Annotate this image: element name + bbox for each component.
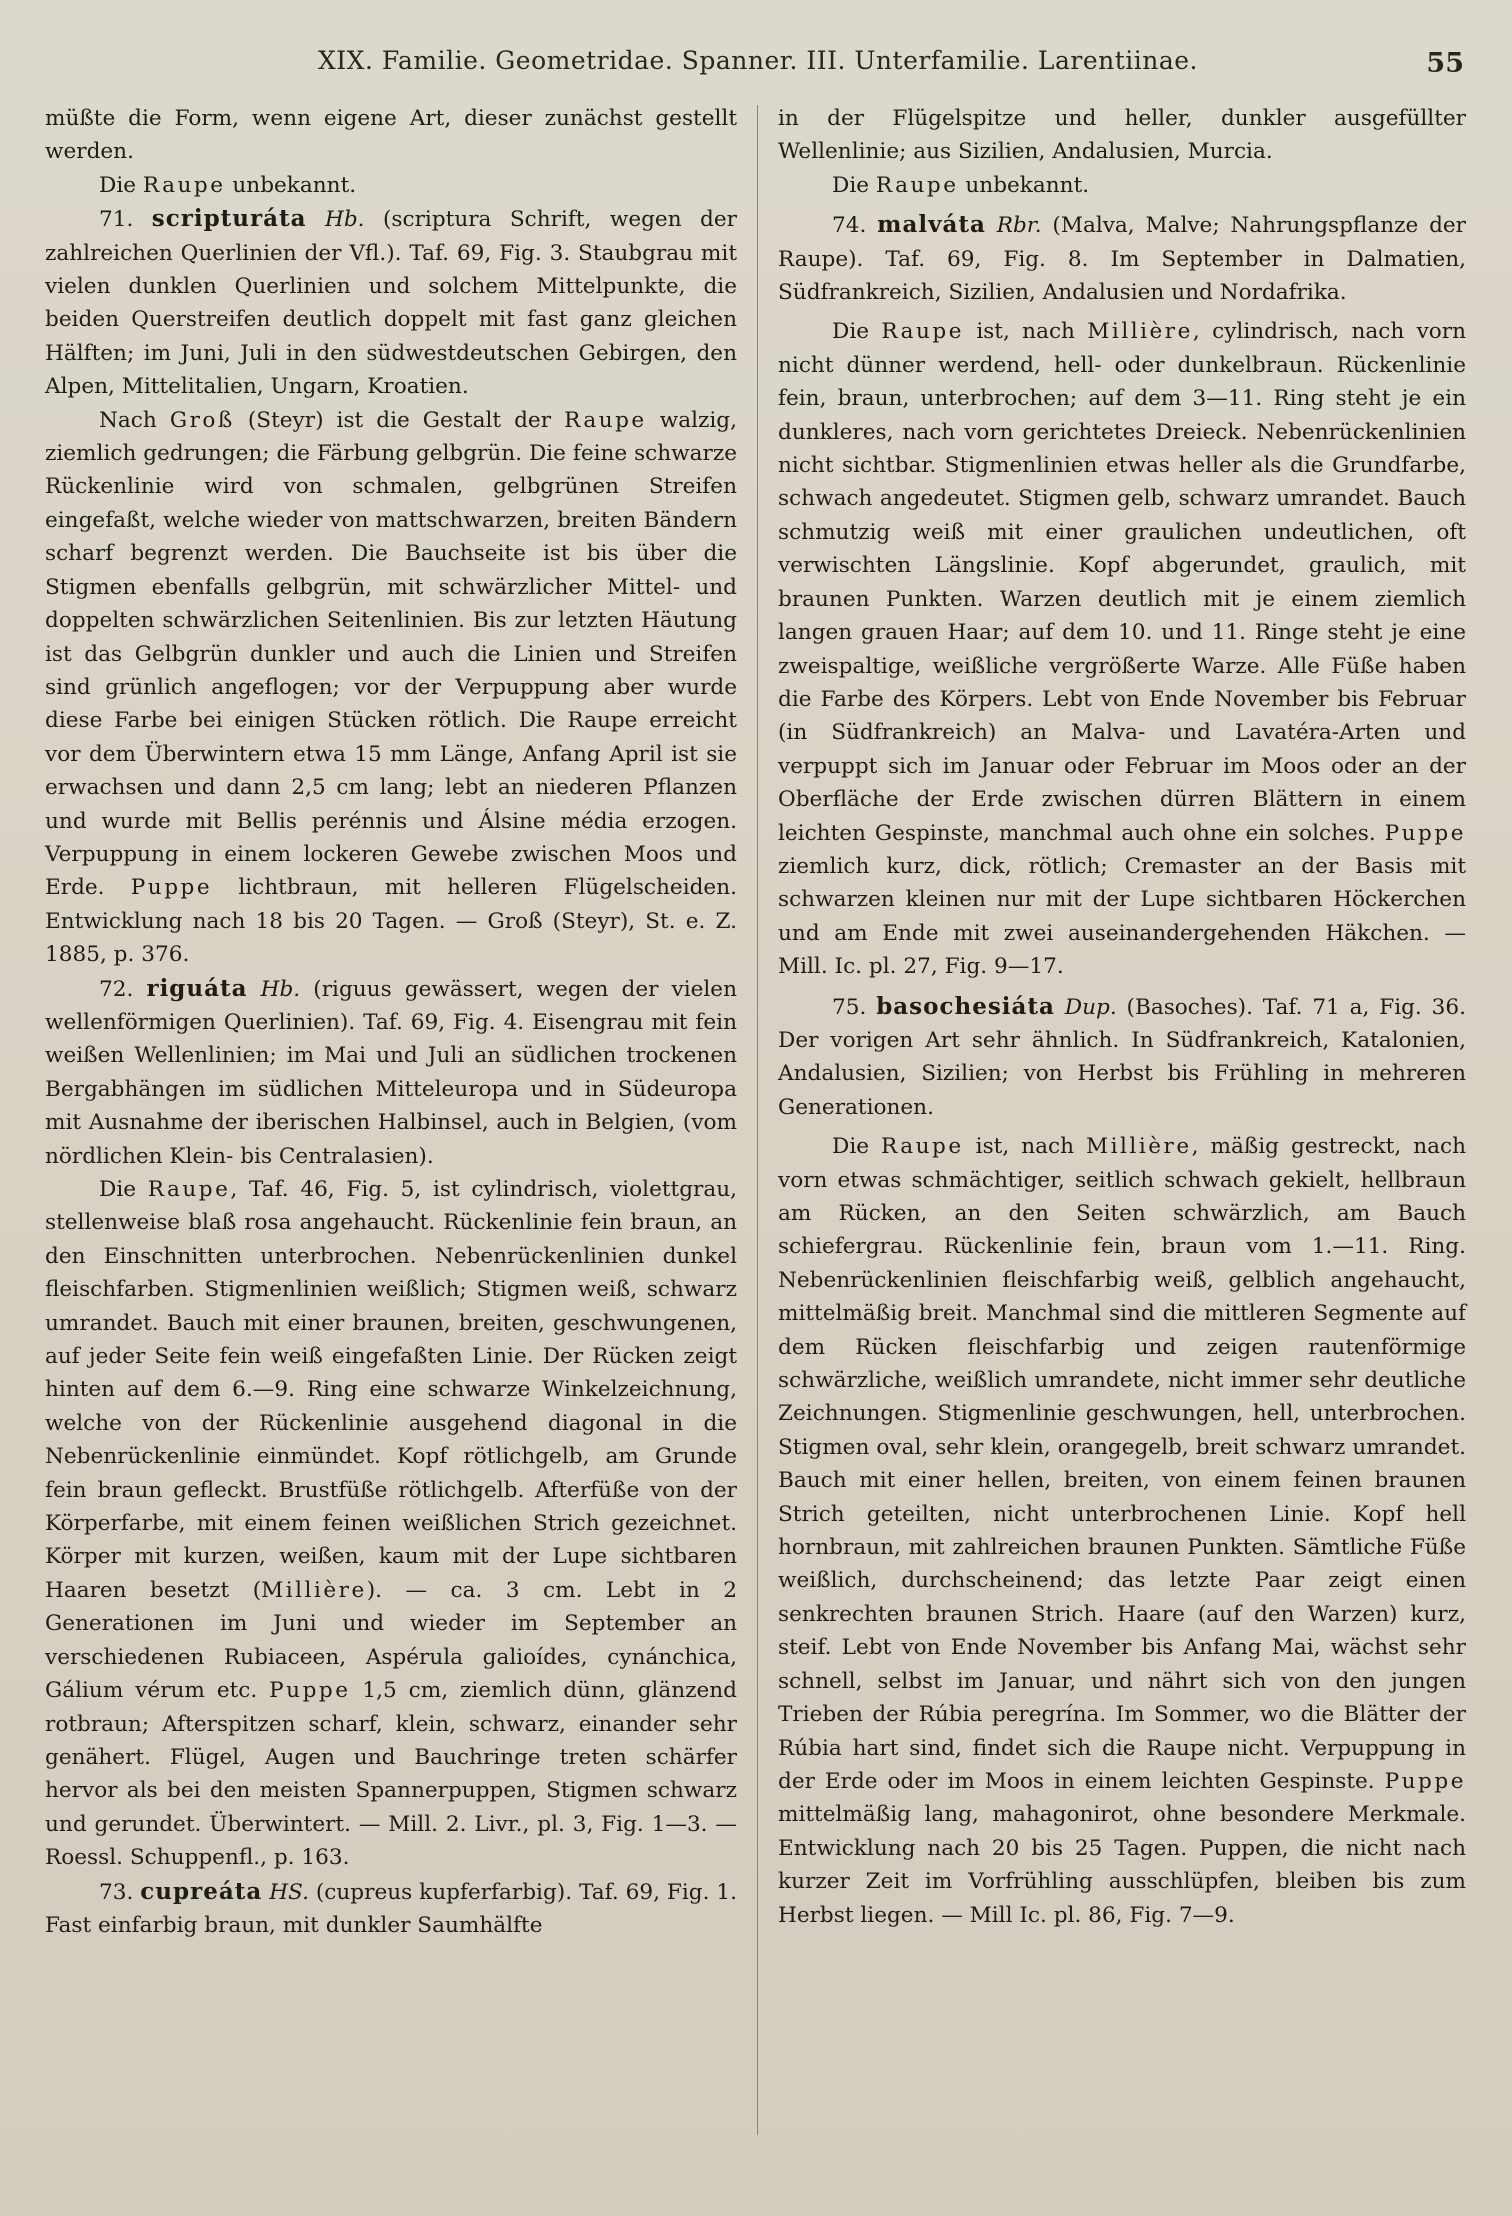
species-author: Hb. — [260, 976, 301, 1002]
species-73-entry — [45, 1875, 737, 1943]
species-number: 72. — [99, 976, 134, 1002]
species-author: Rbr. — [996, 213, 1042, 239]
running-head: XIX. Familie. Geometridae. Spanner. III. Unterfamilie. Larentiinae. — [318, 46, 1198, 75]
page-number: 55 — [1426, 48, 1464, 79]
species-name: scripturáta — [151, 205, 307, 233]
right-column — [778, 102, 1466, 1932]
species-name: cupreáta — [140, 1877, 263, 1905]
species-author: Hb. — [325, 207, 365, 233]
species-author: HS. — [269, 1879, 309, 1905]
species-74-entry — [778, 208, 1466, 309]
species-number: 73. — [99, 1879, 134, 1905]
species-name: malváta — [877, 211, 986, 239]
puppe-term: Puppe — [1384, 1768, 1466, 1794]
raupe-unknown-paragraph: Die Raupe unbekannt. — [832, 172, 1090, 198]
species-description: (riguus gewässert, wegen der vielen wellenförmigen Querlinien). Taf. 69, Fig. 4. Eisengrau mit fein weißen Wellenlinien; im Mai und Juli an südlichen trockenen Bergabhängen im südlichen Mitteleuropa und in Südeuropa mit Ausnahme der iberischen Halbinsel, auch in Belgien, (vom nördlichen Klein- bis Centralasien). — [45, 976, 737, 1169]
species-description: (Malva, Malve; Nahrungspflanze der Raupe). Taf. 69, Fig. 8. Im September in Dalmatien, Südfrankreich, Sizilien, Andalusien und Nordafrika. — [778, 213, 1466, 306]
species-number: 71. — [99, 207, 134, 233]
raupe-term: Raupe — [881, 319, 964, 345]
raupe-term: Raupe — [875, 172, 959, 198]
column-divider — [757, 105, 758, 2135]
species-name: basochesiáta — [876, 992, 1055, 1020]
raupe-term: Raupe — [881, 1134, 964, 1160]
species-72-larva: Die Raupe, Taf. 46, Fig. 5, ist cylindrisch, violettgrau, stellenweise blaß rosa angehaucht. Rückenlinie fein braun, an den Einschnitten unterbrochen. Nebenrückenlinien dunkel fleischfarben. Stigmenlinien weißlich; Stigmen weiß, schwarz umrandet. Bauch mit einer braunen, breiten, geschwungenen, auf jeder Seite fein weiß eingefaßten Linie. Der Rücken zeigt hinten auf dem 6.—9. Ring eine schwarze Winkelzeichnung, welche von der Rückenlinie ausgehend diagonal in die Nebenrückenlinie einmündet. Kopf rötlichgelb, am Grunde fein braun gefleckt. Brustfüße rötlichgelb. Afterfüße von der Körperfarbe, mit einem feinen weißlichen Strich gezeichnet. Körper mit kurzen, weißen, kaum mit der Lupe sichtbaren Haaren besetzt (Millière). — ca. 3 cm. Lebt in 2 Generationen im Juni und wieder im September an verschiedenen Rubiaceen, Aspérula galioídes, cynánchica, Gálium vérum etc. Puppe 1,5 cm, ziemlich dünn, glänzend rotbraun; Afterspitzen scharf, klein, schwarz, einander sehr genähert. Flügel, Augen und Bauchringe treten schärfer hervor als bei den meisten Spannerpuppen, Stigmen schwarz und gerundet. Überwintert. — Mill. 2. Livr., pl. 3, Fig. 1—3. — Roessl. Schuppenfl., p. 163. — [45, 1177, 738, 1871]
species-number: 74. — [832, 213, 867, 239]
species-name: riguáta — [146, 974, 248, 1002]
left-column — [45, 102, 737, 1942]
species-74-larva: Die Raupe ist, nach Millière, cylindrisch, nach vorn nicht dünner werdend, hell- oder dunkelbraun. Rückenlinie fein, braun, unterbrochen; auf dem 3—11. Ring steht je ein dunkleres, nach vorn gerichtetes Dreieck. Nebenrückenlinien nicht sichtbar. Stigmenlinien etwas heller als die Grundfarbe, schwach angedeutet. Stigmen gelb, schwarz umrandet. Bauch schmutzig weiß mit einer graulichen undeutlichen, oft verwischten Längslinie. Kopf abgerundet, graulich, mit braunen Punkten. Warzen deutlich mit je einem ziemlich langen grauen Haar; auf dem 10. und 11. Ringe steht je eine zweispaltige, weißliche vergrößerte Warze. Alle Füße haben die Farbe des Körpers. Lebt von Ende November bis Februar (in Südfrankreich) an Malva- und Lavatéra-Arten und verpuppt sich im Januar oder Februar im Moos oder an der Oberfläche der Erde zwischen dürren Blättern in einem leichten Gespinste, manchmal auch ohne ein solches. Puppe ziemlich kurz, dick, rötlich; Cremaster an der Basis mit schwarzen kleinen nur mit der Lupe sichtbaren Höckerchen und am Ende mit zwei auseinandergehenden Häkchen. — Mill. Ic. pl. 27, Fig. 9—17. — [778, 319, 1467, 980]
species-author: Dup. — [1064, 994, 1117, 1020]
species-75-entry — [778, 990, 1466, 1125]
species-71-entry — [45, 202, 737, 403]
species-72-entry — [45, 972, 737, 1173]
raupe-unknown-paragraph: Die Raupe unbekannt. — [99, 172, 357, 198]
puppe-term: Puppe — [269, 1678, 351, 1704]
puppe-term: Puppe — [1384, 820, 1466, 846]
raupe-term: Raupe — [147, 1177, 231, 1202]
continuation-paragraph: in der Flügelspitze und heller, dunkler ausgefüllter Wellenlinie; aus Sizilien, Andalusien, Murcia. — [778, 106, 1466, 165]
species-description: (scriptura Schrift, wegen der zahlreichen Querlinien der Vfl.). Taf. 69, Fig. 3. Staubgrau mit vielen dunklen Querlinien und solchem Mittelpunkte, die beiden Querstreifen deutlich doppelt mit fast ganz gleichen Hälften; im Juni, Juli in den südwestdeutschen Gebirgen, den Alpen, Mittelitalien, Ungarn, Kroatien. — [45, 207, 737, 400]
raupe-term: Raupe — [142, 172, 226, 198]
species-description: (Basoches). Taf. 71 a, Fig. 36. Der vorigen Art sehr ähnlich. In Südfrankreich, Katalonien, Andalusien, Sizilien; von Herbst bis Frühling in mehreren Generationen. — [778, 994, 1466, 1120]
species-number: 75. — [832, 994, 867, 1020]
raupe-term: Raupe — [564, 407, 647, 433]
species-description: (cupreus kupferfarbig). Taf. 69, Fig. 1. Fast einfarbig braun, mit dunkler Saumhälfte — [45, 1879, 737, 1938]
continuation-paragraph: müßte die Form, wenn eigene Art, dieser zunächst gestellt werden. — [45, 106, 737, 165]
species-71-larva: Nach Groß (Steyr) ist die Gestalt der Raupe walzig, ziemlich gedrungen; die Färbung gelbgrün. Die feine schwarze Rückenlinie wird von schmalen, gelbgrünen Streifen eingefaßt, welche wieder von mattschwarzen, breiten Bändern scharf begrenzt werden. Die Bauchseite ist bis über die Stigmen ebenfalls gelbgrün, mit schwärzlicher Mittel- und doppelten schwärzlichen Seitenlinien. Bis zur letzten Häutung ist das Gelbgrün dunkler und auch die Linien und Streifen sind grünlich angeflogen; vor der Verpuppung aber wurde diese Farbe bei einigen Stücken rötlich. Die Raupe erreicht vor dem Überwintern etwa 15 mm Länge, Anfang April ist sie erwachsen und dann 2,5 cm lang; lebt an niederen Pflanzen und wurde mit Bellis perénnis und Álsine média erzogen. Verpuppung in einem lockeren Gewebe zwischen Moos und Erde. Puppe lichtbraun, mit helleren Flügelscheiden. Entwicklung nach 18 bis 20 Tagen. — Groß (Steyr), St. e. Z. 1885, p. 376. — [45, 407, 737, 968]
species-75-larva: Die Raupe ist, nach Millière, mäßig gestreckt, nach vorn etwas schmächtiger, seitlich schwach gekielt, hellbraun am Rücken, an den Seiten schwärzlich, am Bauch schiefergrau. Rückenlinie fein, braun vom 1.—11. Ring. Nebenrückenlinien fleischfarbig weiß, gelblich angehaucht, mittelmäßig breit. Manchmal sind die mittleren Segmente auf dem Rücken fleischfarbig und zeigen rautenförmige schwärzliche, weißlich umrandete, nicht immer sehr deutliche Zeichnungen. Stigmenlinie geschwungen, hell, unterbrochen. Stigmen oval, sehr klein, orangegelb, breit schwarz umrandet. Bauch mit einer hellen, breiten, von einem feinen braunen Strich geteilten, nicht unterbrochenen Linie. Kopf hell hornbraun, mit zahlreichen braunen Punkten. Sämtliche Füße weißlich, durchscheinend; das letzte Paar zeigt einen senkrechten braunen Strich. Haare (auf den Warzen) kurz, steif. Lebt von Ende November bis Anfang Mai, wächst sehr schnell, selbst im Januar, und nährt sich von den jungen Trieben der Rúbia peregrína. Im Sommer, wo die Blätter der Rúbia hart sind, findet sich die Raupe nicht. Verpuppung in der Erde oder im Moos in einem leichten Gespinste. Puppe mittelmäßig lang, mahagonirot, ohne besondere Merkmale. Entwicklung nach 20 bis 25 Tagen. Puppen, die nicht nach kurzer Zeit im Vorfrühling ausschlüpfen, bleiben bis zum Herbst liegen. — Mill Ic. pl. 86, Fig. 7—9. — [778, 1134, 1466, 1928]
puppe-term: Puppe — [130, 875, 213, 901]
